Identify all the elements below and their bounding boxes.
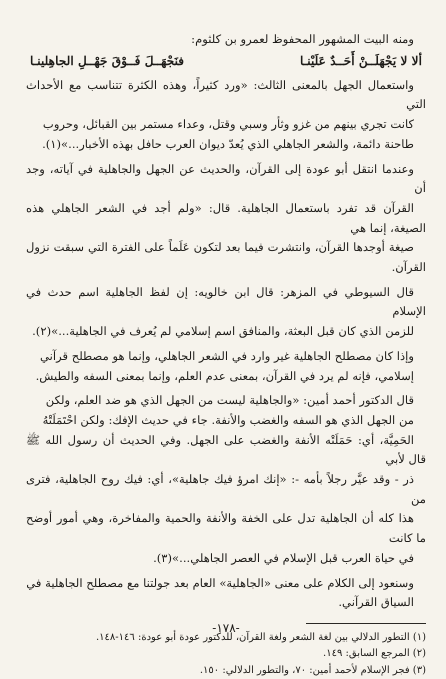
text-line: كانت تجري بينهم من غزو وثأر وسبي وقتل، وعداء مستمر بين القبائل، وحروب — [42, 117, 414, 132]
text-line: وعندما انتقل أبو عودة إلى القرآن، والحديث عن الجهل والجاهلية في آياته، وجد أن — [26, 161, 426, 196]
text-line: الحَمِيَّة، أي: حَمَلَتْه الأنفة والغضب على الجهل. وفي الحديث أن رسول الله ﷺ قال لأبي — [26, 432, 426, 467]
intro-line: ومنه البيت المشهور المحفوظ لعمرو بن كلثوم: — [191, 32, 414, 46]
text-line: السياق القرآني. — [338, 595, 414, 610]
text-line: من الجهل الذي هو السفه والغضب والأنفة. جاء في حديث الإفك: ولكن احْتَمَلَتْهُ — [42, 412, 414, 427]
text-line: صيغة أوجدها القرآن، وانتشرت فيما بعد لتكون عَلَماً على الفترة التي سبقت نزول القرآن. — [26, 240, 426, 275]
text-line: قال الدكتور أحمد أمين: «والجاهلية ليست من الجهل الذي هو ضد العلم، ولكن — [45, 393, 414, 408]
verse-right-hemistich: ألا لا يَجْهَلَــنْ أَحَــدٌ عَلَيْنـا — [300, 53, 422, 68]
footnotes — [26, 630, 426, 679]
text-line: وإذا كان مصطلح الجاهلية غير وارد في الشعر الجاهلي، وإنما هو مصطلح قرآني — [39, 348, 414, 363]
paragraph-6 — [26, 574, 426, 613]
poetry-verse — [26, 51, 426, 71]
footnote-2: (٢) المرجع السابق: ١٤٩. — [323, 648, 426, 660]
text-line: في حياة العرب قبل الإسلام في العصر الجاهلي...»(٣). — [153, 550, 414, 565]
page-number: -١٧٨- — [212, 621, 240, 635]
paragraph-4 — [26, 347, 426, 386]
paragraph-1 — [26, 76, 426, 155]
paragraph-5 — [26, 391, 426, 568]
book-page — [26, 30, 426, 676]
text-line: وسنعود إلى الكلام على معنى «الجاهلية» العام بعد جولتنا مع مصطلح الجاهلية في — [26, 575, 414, 590]
text-line: هذا كله أن الجاهلية تدل على الخفة والأنفة والحمية والمفاخرة، وهي أمور أوضح ما كانت — [26, 511, 426, 546]
footnote-3: (٣) فجر الإسلام لأحمد أمين: ٧٠، والتطور الدلالي: ١٥٠. — [199, 664, 426, 676]
text-line: القرآن قد تفرد باستعمال الجاهلية. قال: «ولم أجد في الشعر الجاهلي هذه الصيغة، إنما هي — [26, 200, 426, 235]
verse-left-hemistich: فنَجْهَــلَ فَــوْقَ جَهْــلِ الجاهِلينـا — [30, 53, 185, 68]
text-line: إسلامي، فإنه لم يرد في القرآن، بمعنى عدم العلم، وإنما بمعنى السفه والطيش. — [35, 368, 414, 383]
text-line: للزمن الذي كان قبل البعثة، والمنافق اسم إسلامي لم يُعرف في الجاهلية...»(٢). — [32, 324, 414, 339]
main-text — [26, 30, 426, 613]
footnote-1: (١) التطور الدلالي بين لغة الشعر ولغة القرآن، للدكتور عودة أبو عودة: ١٤٦-١٤٨. — [95, 631, 426, 643]
text-line: قال السيوطي في المزهر: قال ابن خالويه: إن لفظ الجاهلية اسم حدث في الإسلام — [26, 284, 426, 319]
text-line: واستعمال الجهل بالمعنى الثالث: «ورد كثيراً، وهذه الكثرة تتناسب مع الأحداث التي — [26, 77, 426, 112]
paragraph-2 — [26, 160, 426, 278]
text-line: طاحنة دائمة، والشعر الجاهلي الذي يُعدّ ديوان العرب حافل بهذه الأخبار...»(١). — [42, 136, 414, 151]
paragraph-3 — [26, 283, 426, 342]
text-line: ذر - وقد عيَّر رجلاً بأمه -: «إنك امرؤ فيك جاهلية»، أي: فيك روح الجاهلية، فترى من — [26, 472, 426, 506]
